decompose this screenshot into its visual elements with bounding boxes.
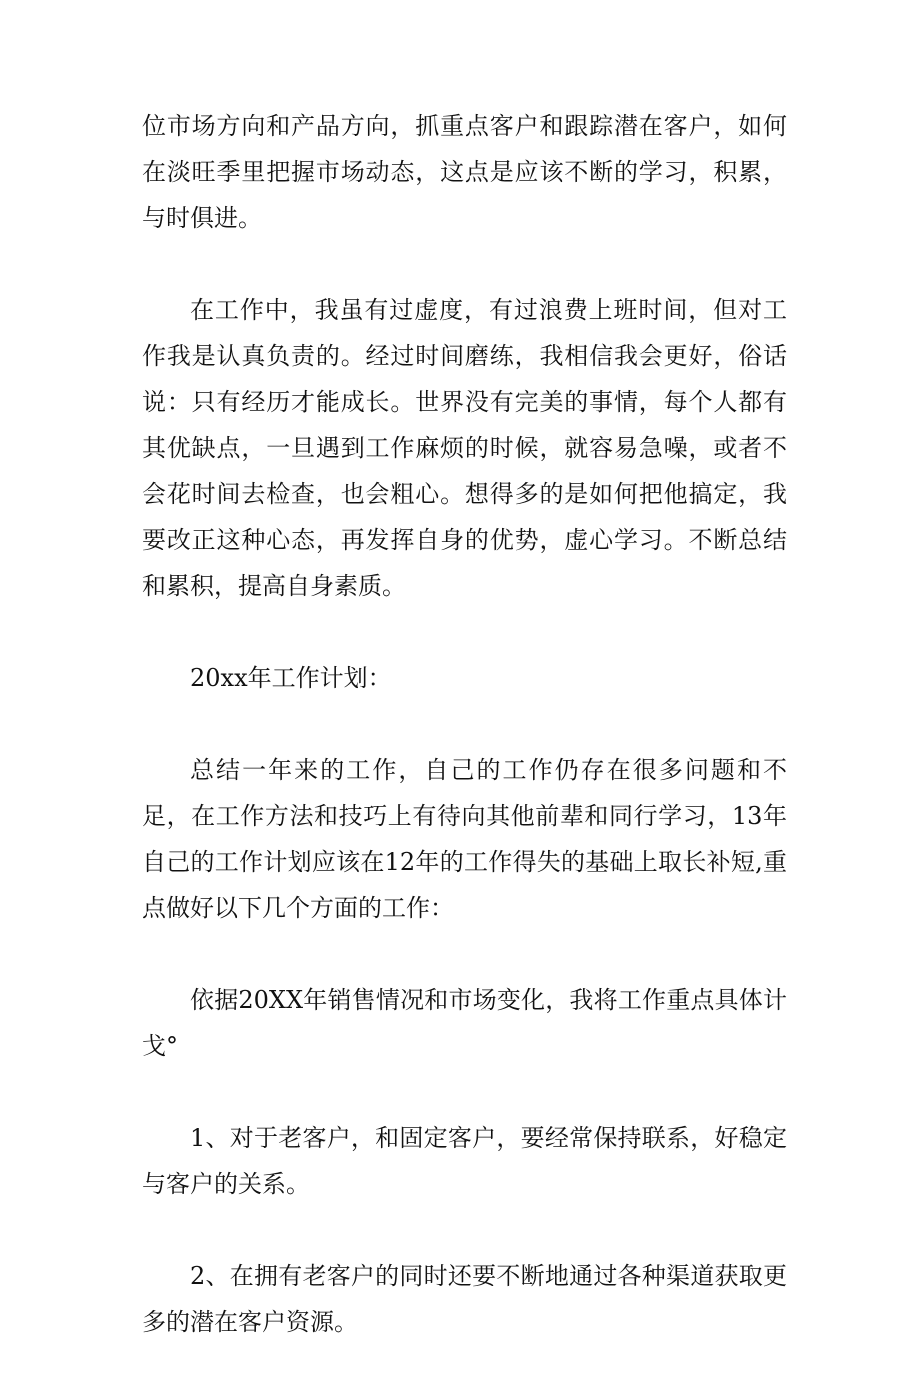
paragraph-summary: 总结一年来的工作，自己的工作仍存在很多问题和不足，在工作方法和技巧上有待向其他前辈和同行学习，13年自己的工作计划应该在12年的工作得失的基础上取长补短,重点做好以下几个方面的工作： xyxy=(142,756,787,922)
paragraph-plan-heading: 20xx年工作计划： xyxy=(190,664,392,692)
paragraph-item-1: 1、对于老客户，和固定客户，要经常保持联系，好稳定与客户的关系。 xyxy=(142,1124,787,1198)
paragraph-item-2: 2、在拥有老客户的同时还要不断地通过各种渠道获取更多的潜在客户资源。 xyxy=(142,1262,787,1336)
paragraph-market-direction: 位市场方向和产品方向，抓重点客户和跟踪潜在客户，如何在淡旺季里把握市场动态，这点是应该不断的学习，积累，与时俱进。 xyxy=(142,112,787,232)
paragraph-basis: 依据20XX年销售情况和市场变化，我将工作重点具体计戈° xyxy=(142,986,787,1060)
document-body xyxy=(142,103,787,1391)
paragraph-self-review: 在工作中，我虽有过虚度，有过浪费上班时间，但对工作我是认真负责的。经过时间磨练，我相信我会更好，俗话说：只有经历才能成长。世界没有完美的事情，每个人都有其优缺点，一旦遇到工作麻烦的时候，就容易急噪，或者不会花时间去检查，也会粗心。想得多的是如何把他搞定，我要改正这种心态，再发挥自身的优势，虚心学习。不断总结和累积，提高自身素质。 xyxy=(142,296,787,600)
